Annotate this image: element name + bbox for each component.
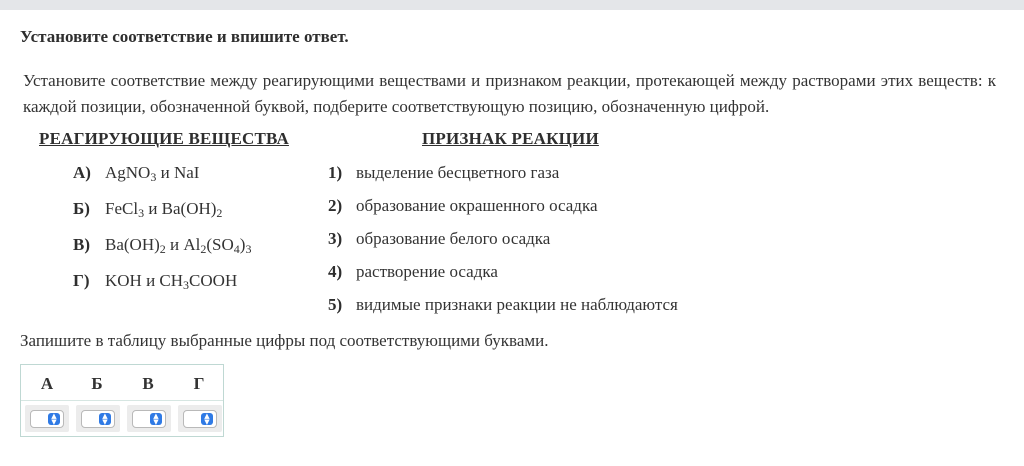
answer-table [20, 364, 224, 437]
sign-label: 3) [328, 229, 343, 248]
sign-text: образование белого осадка [356, 229, 551, 248]
reagent-formula: AgNO$_3$ и NaI [105, 163, 200, 184]
reagent-label: А) [73, 163, 91, 182]
reagent-formula: $Ba(OH)_2$ и $Al_2(SO_4)_3$ [105, 235, 252, 256]
sign-label: 5) [328, 295, 343, 314]
answer-column-header: А [40, 374, 54, 393]
table-divider [21, 400, 223, 401]
sign-text: растворение осадка [356, 262, 498, 281]
reagents-header: РЕАГИРУЮЩИЕ ВЕЩЕСТВА [39, 129, 289, 148]
reagent-label: В) [73, 235, 90, 254]
answer-column-header: Б [91, 374, 103, 393]
select-arrows-icon: ▲ ▼ [150, 413, 162, 425]
answer-instruction: Запишите в таблицу выбранные цифры под соответствующими буквами. [20, 331, 549, 350]
task-intro: Установите соответствие между реагирующими веществами и признаком реакции, протекающей между растворами этих веществ: к каждой позиции, обозначенной буквой, подберите соответствующую позицию, обозначенную цифрой. [23, 71, 996, 116]
select-arrows-icon: ▲ ▼ [48, 413, 60, 425]
reagent-label: Б) [73, 199, 90, 218]
reagent-formula: FeCl$_3$ и $Ba(OH)_2$ [105, 199, 223, 220]
select-arrows-icon: ▲ ▼ [99, 413, 111, 425]
signs-header: ПРИЗНАК РЕАКЦИИ [422, 129, 599, 148]
answer-select-b[interactable] [81, 410, 115, 428]
reagent-label: Г) [73, 271, 90, 290]
task-title: Установите соответствие и впишите ответ. [20, 27, 349, 46]
sign-label: 2) [328, 196, 343, 215]
reagent-formula: KOH и $CH_3COOH$ [105, 271, 238, 292]
answer-column-header: В [142, 374, 154, 393]
top-bar [0, 0, 1024, 10]
sign-text: видимые признаки реакции не наблюдаются [356, 295, 678, 314]
answer-select-v[interactable] [132, 410, 166, 428]
sign-label: 1) [328, 163, 343, 182]
answer-column-header: Г [193, 374, 205, 393]
sign-text: выделение бесцветного газа [356, 163, 560, 182]
sign-text: образование окрашенного осадка [356, 196, 598, 215]
select-arrows-icon: ▲ ▼ [201, 413, 213, 425]
answer-select-g[interactable] [183, 410, 217, 428]
answer-select-a[interactable] [30, 410, 64, 428]
sign-label: 4) [328, 262, 343, 281]
